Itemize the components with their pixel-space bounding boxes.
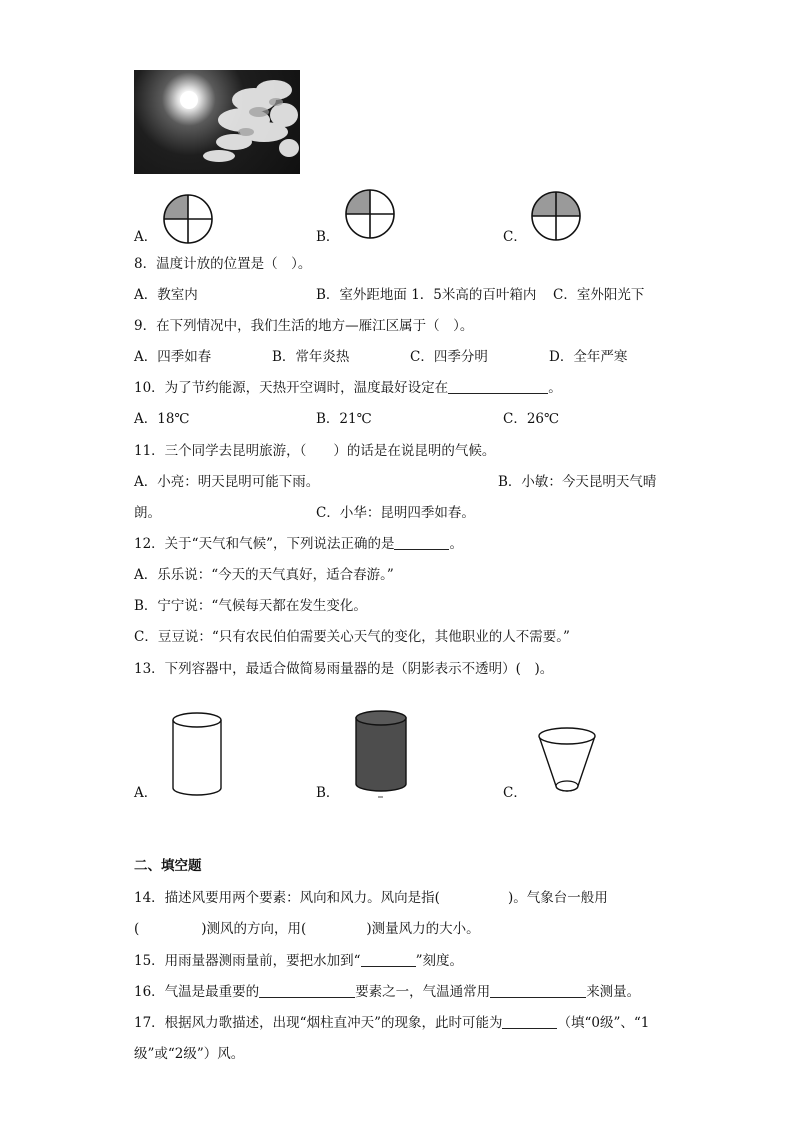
q13-option-c-label[interactable]: C． [503,785,527,801]
q17-answer-blank[interactable] [502,1014,557,1029]
q15-text-2: ”刻度。 [415,953,463,969]
q10-option-b[interactable]: B．21℃ [316,411,372,427]
q16-answer-blank-2[interactable] [490,983,586,998]
q11-option-b[interactable]: B．小敏：今天昆明天气晴 [498,474,657,490]
transparent-cylinder-icon[interactable] [168,708,226,798]
q16-text-3: 来测量。 [586,984,641,1000]
cloud-cover-symbol-c[interactable] [530,190,582,242]
q14-text-1: 14．描述风要用两个要素：风向和风力。风向是指( [134,890,440,906]
q14-text-2: )。气象台一般用 [507,890,608,906]
q17-line-1 [134,1014,649,1032]
sky-photo [134,70,300,174]
q16-text-2: 要素之一，气温通常用 [355,984,491,1000]
q12-stem-text: 12．关于“天气和气候”，下列说法正确的是 [134,536,395,552]
cloud-cover-symbol-a[interactable] [162,193,214,245]
q11-option-c[interactable]: C．小华：昆明四季如春。 [316,505,475,521]
q16-text-1: 16．气温是最重要的 [134,984,260,1000]
q12-option-a[interactable]: A．乐乐说：“今天的天气真好，适合春游。” [134,567,394,583]
q13-stem: 13．下列容器中，最适合做简易雨量器的是（阴影表示不透明）( )。 [134,661,554,677]
q10-answer-blank[interactable] [448,379,548,394]
q11-option-b-continued[interactable]: 朗。 [134,505,161,521]
tapered-cup-icon[interactable] [535,722,599,798]
q15-text-1: 15．用雨量器测雨量前，要把水加到“ [134,953,361,969]
q17-text-2: （填“0级”、“1 [557,1015,650,1031]
q9-option-a[interactable]: A．四季如春 [134,349,212,365]
q7-option-a-label[interactable]: A． [134,229,158,245]
q14-line-1 [134,889,608,907]
q9-option-d[interactable]: D．全年严寒 [549,349,628,365]
opaque-cylinder-icon[interactable] [352,706,410,800]
q7-option-b-label[interactable]: B． [316,229,340,245]
q10-stem-text: 10．为了节约能源，天热开空调时，温度最好设定在 [134,380,449,396]
q12-option-b[interactable]: B．宁宁说：“气候每天都在发生变化。 [134,598,367,614]
q14-line-2 [134,920,480,938]
q9-stem: 9．在下列情况中，我们生活的地方—雁江区属于（ ）。 [134,318,474,334]
q10-option-a[interactable]: A．18℃ [134,411,190,427]
q15 [134,952,463,970]
q12-stem [134,535,463,553]
q17-text-1: 17．根据风力歌描述，出现“烟柱直冲天”的现象，此时可能为 [134,1015,503,1031]
q12-option-c[interactable]: C．豆豆说：“只有农民伯伯需要关心天气的变化，其他职业的人不需要。” [134,629,570,645]
q8-option-c[interactable]: C．室外阳光下 [553,287,645,303]
q16 [134,983,640,1001]
q12-stem-end: 。 [449,536,463,552]
q15-answer-blank[interactable] [361,952,416,967]
q17-line-2: 级”或“2级”）风。 [134,1046,245,1062]
q11-option-a[interactable]: A．小亮：明天昆明可能下雨。 [134,474,320,490]
q8-option-b[interactable]: B．室外距地面 1．5米高的百叶箱内 [316,287,537,303]
q13-option-b-label[interactable]: B． [316,785,340,801]
q8-option-a[interactable]: A．教室内 [134,287,198,303]
q10-stem [134,379,562,397]
q9-option-b[interactable]: B．常年炎热 [272,349,350,365]
q7-option-c-label[interactable]: C． [503,229,527,245]
q14-text-4: )测风的方向，用( [201,921,307,937]
q11-stem: 11．三个同学去昆明旅游，（ ）的话是在说昆明的气候。 [134,443,496,459]
q8-stem: 8．温度计放的位置是（ ）。 [134,256,312,272]
section-title-fill-in: 二、填空题 [134,858,202,874]
q10-stem-end: 。 [548,380,562,396]
cloud-cover-symbol-b[interactable] [344,188,396,240]
q10-option-c[interactable]: C．26℃ [503,411,560,427]
q14-text-3: ( [134,921,140,937]
q14-text-5: )测量风力的大小。 [366,921,480,937]
cloud-shapes [134,70,300,174]
q9-option-c[interactable]: C．四季分明 [410,349,488,365]
q12-answer-blank[interactable] [394,535,449,550]
q13-option-a-label[interactable]: A． [134,785,158,801]
q16-answer-blank-1[interactable] [259,983,355,998]
